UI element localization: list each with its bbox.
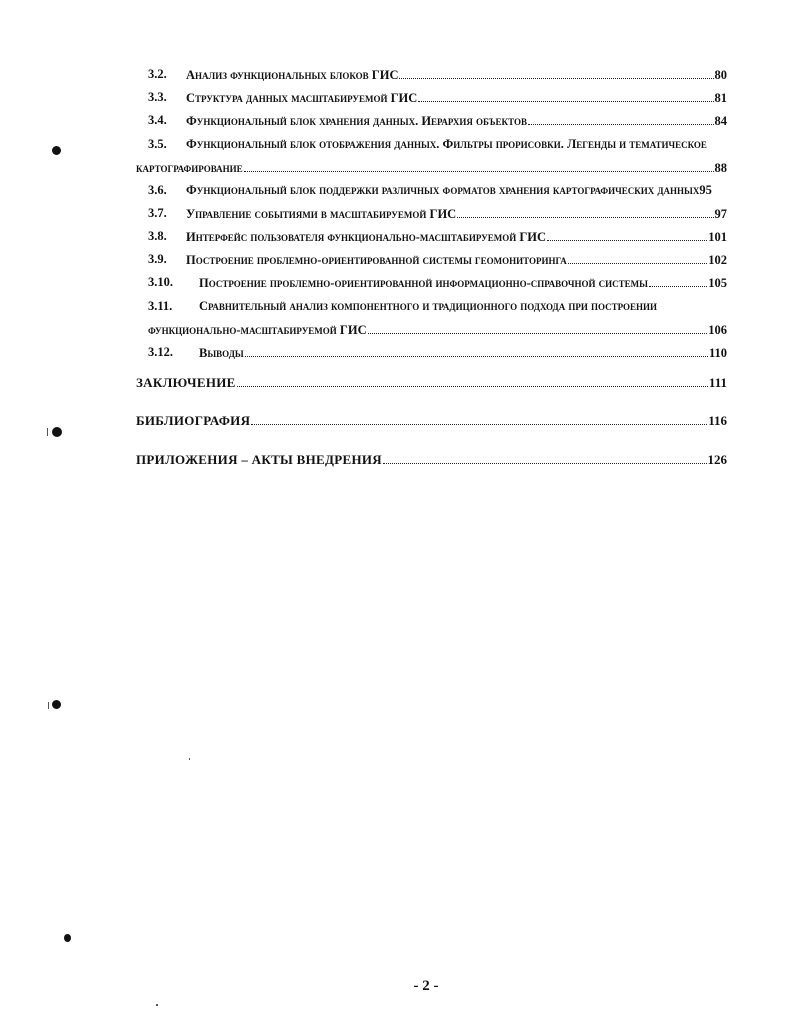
toc-entry-title: Выводы xyxy=(199,346,244,360)
toc-entry-number: 3.11. xyxy=(148,299,173,313)
toc-entry-title: Структура данных масштабируемой ГИС xyxy=(186,91,418,105)
toc-entry-number: 3.12. xyxy=(148,345,173,359)
toc-entry-title-line2: картографирование xyxy=(136,161,243,175)
punch-hole-mark xyxy=(64,934,71,942)
toc-entry-number: 3.2. xyxy=(148,67,167,81)
toc-leader-dots xyxy=(528,110,714,125)
toc-entry-title-line1: Сравнительный анализ компонентного и традиционного подхода при построении xyxy=(199,299,658,313)
toc-entry-page: 105 xyxy=(708,276,727,290)
toc-entry-number: 3.9. xyxy=(148,252,167,266)
toc-leader-dots xyxy=(383,449,707,464)
toc-entry[interactable] xyxy=(0,110,799,130)
toc-entry[interactable] xyxy=(0,296,799,316)
toc-leader-dots xyxy=(399,64,713,79)
punch-hole-mark xyxy=(52,427,62,437)
toc-entry-title: Функциональный блок поддержки различных форматов хранения картографических данных95 xyxy=(186,183,712,197)
toc-section-page: 111 xyxy=(708,375,727,390)
toc-entry-page: 97 xyxy=(714,207,727,221)
toc-entry[interactable] xyxy=(0,134,799,154)
page-number: - 2 - xyxy=(413,978,439,994)
toc-leader-dots xyxy=(245,342,708,357)
toc-entry-page: 81 xyxy=(714,91,727,105)
toc-entry-page: 80 xyxy=(714,68,727,82)
toc-entry-title-line1: Функциональный блок отображения данных. Фильтры прорисовки. Легенды и тематическое xyxy=(186,137,707,151)
toc-entry[interactable] xyxy=(0,87,799,107)
scan-speck xyxy=(48,702,49,709)
toc-entry[interactable] xyxy=(0,226,799,246)
toc-section-conclusion[interactable] xyxy=(0,372,799,392)
scan-speck xyxy=(156,1004,158,1006)
toc-leader-dots xyxy=(368,319,708,334)
toc-leader-dots xyxy=(251,410,707,425)
toc-leader-dots xyxy=(547,226,707,241)
toc-entry-continuation[interactable] xyxy=(0,157,799,177)
toc-section-title: ЗАКЛЮЧЕНИЕ xyxy=(136,375,236,390)
scan-speck xyxy=(47,428,48,436)
toc-entry-title: Построение проблемно-ориентированной информационно-справочной системы xyxy=(199,276,648,290)
toc-entry-number: 3.6. xyxy=(148,183,167,197)
toc-entry[interactable] xyxy=(0,203,799,223)
toc-entry-title: Анализ функциональных блоков ГИС xyxy=(186,68,399,82)
toc-entry-title: Интерфейс пользователя функционально-масштабируемой ГИС xyxy=(186,230,547,244)
toc-entry-number: 3.7. xyxy=(148,206,167,220)
toc-entry-page: 102 xyxy=(708,253,727,267)
toc-entry[interactable] xyxy=(0,272,799,292)
toc-section-title: ПРИЛОЖЕНИЯ – АКТЫ ВНЕДРЕНИЯ xyxy=(136,452,382,467)
toc-entry[interactable] xyxy=(0,180,799,200)
toc-entry-number: 3.10. xyxy=(148,275,173,289)
toc-entry-page: 88 xyxy=(714,161,727,175)
toc-leader-dots xyxy=(568,249,707,264)
toc-entry-page: 84 xyxy=(714,114,727,128)
toc-entry[interactable] xyxy=(0,249,799,269)
toc-section-appendices[interactable] xyxy=(0,449,799,469)
toc-entry-number: 3.8. xyxy=(148,229,167,243)
toc-section-page: 116 xyxy=(708,413,727,428)
toc-section-title: БИБЛИОГРАФИЯ xyxy=(136,413,251,428)
toc-entry-page: 101 xyxy=(708,230,727,244)
toc-entry-title: Функциональный блок хранения данных. Иерархия объектов xyxy=(186,114,527,128)
toc-leader-dots xyxy=(649,272,707,287)
toc-entry[interactable] xyxy=(0,64,799,84)
toc-section-page: 126 xyxy=(707,452,727,467)
toc-entry-number: 3.5. xyxy=(148,137,167,151)
punch-hole-mark xyxy=(52,146,61,155)
toc-leader-dots xyxy=(237,372,708,387)
toc-leader-dots xyxy=(244,157,714,172)
toc-entry-title-line2: функционально-масштабируемой ГИС xyxy=(148,323,367,337)
toc-entry[interactable] xyxy=(0,342,799,362)
toc-entry-page: 110 xyxy=(708,346,727,360)
toc-entry-number: 3.4. xyxy=(148,113,167,127)
punch-hole-mark xyxy=(52,700,61,709)
toc-leader-dots xyxy=(457,203,713,218)
toc-entry-continuation[interactable] xyxy=(0,319,799,339)
toc-entry-page: 106 xyxy=(708,323,727,337)
scan-speck xyxy=(189,758,190,760)
toc-entry-title: Построение проблемно-ориентированной системы геомониторинга xyxy=(186,253,567,267)
toc-entry-title: Управление событиями в масштабируемой ГИС xyxy=(186,207,457,221)
toc-leader-dots xyxy=(418,87,713,102)
toc-section-bibliography[interactable] xyxy=(0,410,799,430)
toc-entry-number: 3.3. xyxy=(148,90,167,104)
